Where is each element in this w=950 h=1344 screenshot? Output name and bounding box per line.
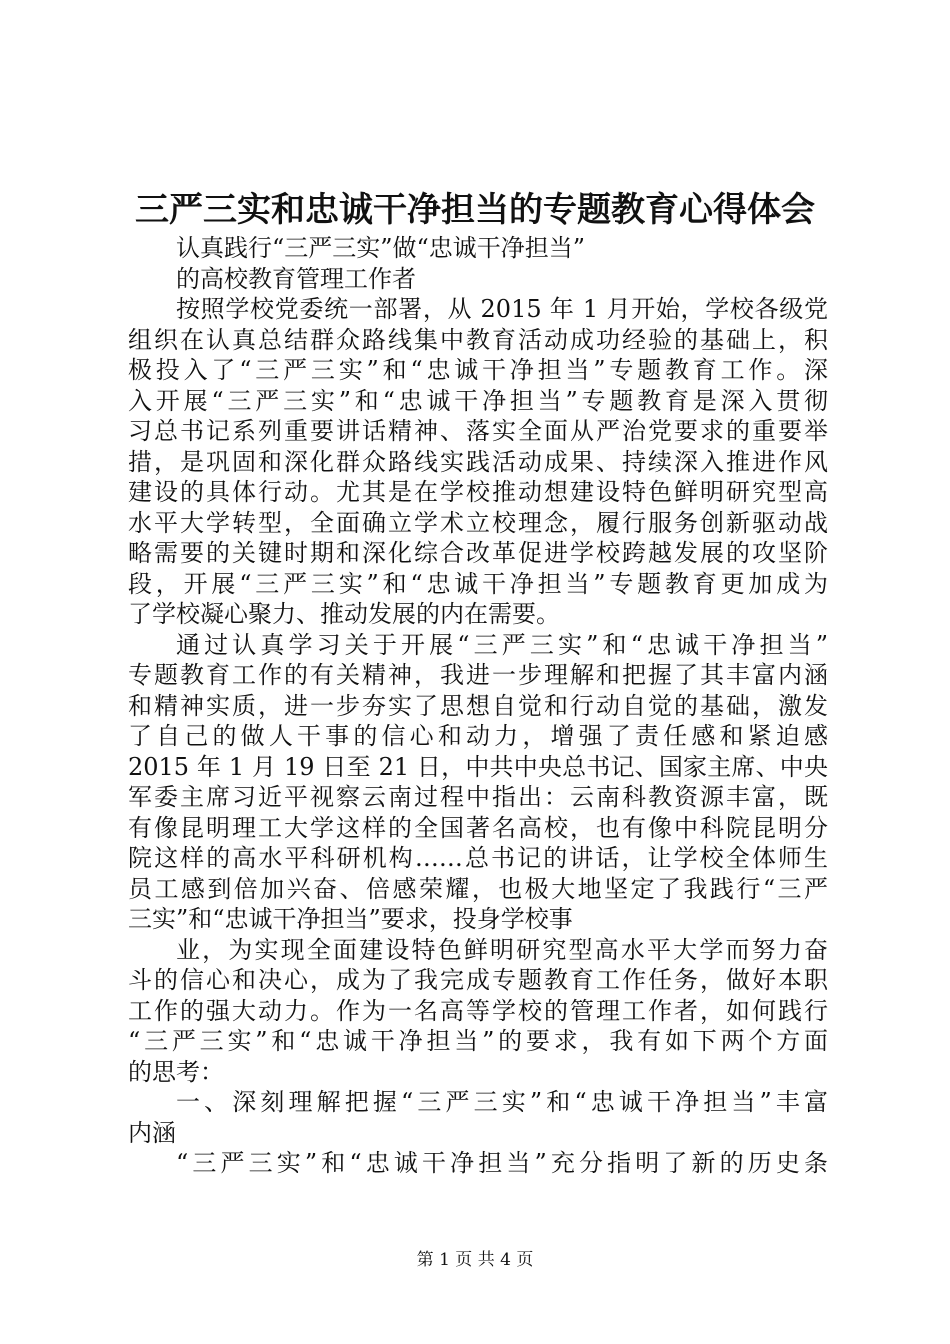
text-line: 院这样的高水平科研机构……总书记的讲话，让学校全体师生	[128, 844, 828, 872]
subtitle-line-1: 认真践行“三严三实”做“忠诚干净担当”	[176, 234, 586, 262]
text-line: 2015 年 1 月 19 日至 21 日，中共中央总书记、国家主席、中央	[128, 752, 828, 781]
text-line: 有像昆明理工大学这样的全国著名高校，也有像中科院昆明分	[128, 813, 828, 842]
section-heading-line: 一、深刻理解把握“三严三实”和“忠诚干净担当”丰富	[176, 1088, 828, 1116]
document-title: 三严三实和忠诚干净担当的专题教育心得体会	[135, 190, 815, 230]
text-line: 业，为实现全面建设特色鲜明研究型高水平大学而努力奋	[176, 935, 828, 964]
document-body	[128, 233, 828, 1179]
subtitle-line-2: 的高校教育管理工作者	[176, 264, 416, 293]
text-line: 的思考：	[128, 1057, 224, 1086]
section-heading-line: 内涵	[128, 1118, 176, 1147]
text-line: 员工感到倍加兴奋、倍感荣耀，也极大地坚定了我践行“三严	[128, 874, 828, 903]
text-line: 军委主席习近平视察云南过程中指出：云南科教资源丰富，既	[128, 783, 828, 811]
page-footer: 第 1 页 共 4 页	[416, 1250, 534, 1270]
text-line: 习总书记系列重要讲话精神、落实全面从严治党要求的重要举	[128, 417, 828, 445]
text-line: 略需要的关键时期和深化综合改革促进学校跨越发展的攻坚阶	[128, 539, 828, 567]
text-line: 专题教育工作的有关精神，我进一步理解和把握了其丰富内涵	[128, 661, 828, 689]
text-line: 通过认真学习关于开展“三严三实”和“忠诚干净担当”	[176, 630, 828, 659]
text-line: 按照学校党委统一部署，从 2015 年 1 月开始，学校各级党	[176, 295, 828, 323]
text-line: 建设的具体行动。尤其是在学校推动想建设特色鲜明研究型高	[128, 478, 828, 506]
text-line: 组织在认真总结群众路线集中教育活动成功经验的基础上，积	[128, 325, 828, 354]
text-line: 入开展“三严三实”和“忠诚干净担当”专题教育是深入贯彻	[128, 386, 828, 415]
text-line: 措，是巩固和深化群众路线实践活动成果、持续深入推进作风	[128, 447, 828, 476]
text-line: 斗的信心和决心，成为了我完成专题教育工作任务，做好本职	[128, 966, 828, 994]
text-line: “三严三实”和“忠诚干净担当”充分指明了新的历史条	[176, 1149, 828, 1177]
text-line: 了学校凝心聚力、推动发展的内在需要。	[128, 600, 560, 628]
text-line: 工作的强大动力。作为一名高等学校的管理工作者，如何践行	[128, 996, 828, 1025]
text-line: 段，开展“三严三实”和“忠诚干净担当”专题教育更加成为	[128, 569, 828, 598]
text-line: 极投入了“三严三实”和“忠诚干净担当”专题教育工作。深	[128, 356, 828, 384]
text-line: 三实”和“忠诚干净担当”要求，投身学校事	[128, 905, 573, 933]
text-line: 了自己的做人干事的信心和动力，增强了责任感和紧迫感	[128, 722, 828, 750]
text-line: 水平大学转型，全面确立学术立校理念，履行服务创新驱动战	[128, 508, 828, 537]
text-line: 和精神实质，进一步夯实了思想自觉和行动自觉的基础，激发	[128, 691, 828, 720]
text-line: “三严三实”和“忠诚干净担当”的要求，我有如下两个方面	[128, 1027, 828, 1055]
